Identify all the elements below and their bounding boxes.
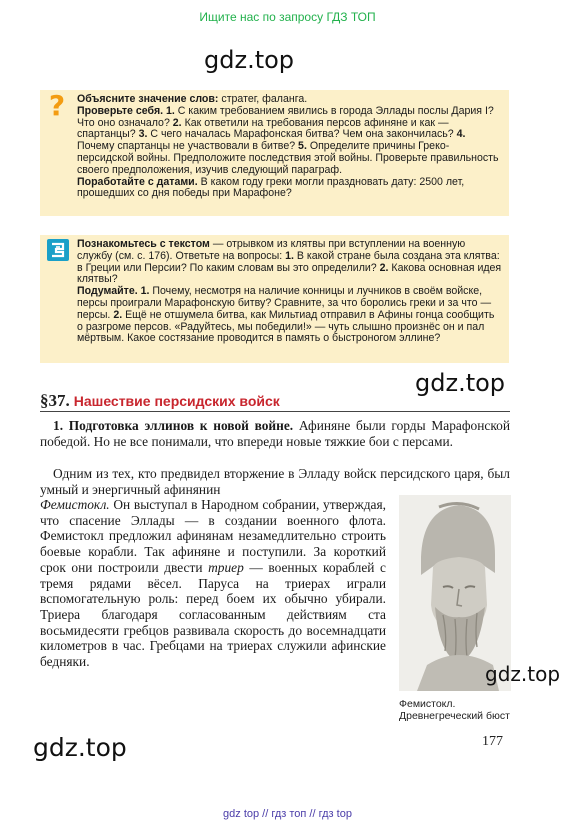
vocab-line: Объясните значение слов: стратег, фаланга. <box>77 93 308 105</box>
watermark-middle: gdz.top <box>415 369 506 397</box>
text-task-box <box>40 235 509 363</box>
section-title <box>40 391 510 411</box>
questions-box <box>40 90 509 216</box>
top-banner: Ищите нас по запросу ГДЗ ТОП <box>199 10 376 24</box>
question-mark-icon: ? <box>48 89 66 122</box>
title-divider <box>40 411 510 412</box>
paragraph-2: Фемистокл. Он выступал в Народном собрании, утверждая, что спасение Эллады — в создании военного флота. Фемистокл предложил афинянам незамедлительно строить боевые корабли. Так афиняне и поступили. За короткий срок они построили двести триер — военных кораблей с тремя рядами вёсел. Паруса на триерах играли вспомогательную роль: перед боем их обычно убирали. Триера благодаря согласованным действиям ста восьмидесяти гребцов развивала скорость до восемнадцати километров в час. Гребцами на триерах служили афинские бедняки. <box>40 497 386 670</box>
paragraph-2-top: Одним из тех, кто предвидел вторжение в Элладу войск персидского царя, был умный и энергичный афинянин <box>40 466 510 497</box>
text-task: Познакомьтесь с текстом — отрывком из клятвы при вступлении на военную службу (см. с. 176). Ответьте на вопросы: 1. В какой стране была создана эта клятва: в Греции или Персии? По каким словам вы это определили? 2. Какова основная идея клятвы? <box>77 238 502 286</box>
section-number: §37. <box>40 391 70 410</box>
watermark-side: gdz.top <box>485 662 561 686</box>
section-heading: Нашествие персидских войск <box>73 393 280 409</box>
document-icon <box>47 239 69 261</box>
paragraph-1: 1. Подготовка эллинов к новой войне. Афиняне были горды Марафонской победой. Но не все понимали, что впереди новые тяжкие бои с персами. <box>40 418 511 449</box>
watermark-top: gdz.top <box>204 46 295 74</box>
dates-task: Поработайте с датами. В каком году греки могли праздновать дату: 2500 лет, прошедших со дня победы при Марафоне? <box>77 175 465 200</box>
footer-links: gdz top // гдз топ // гдз top <box>223 808 352 820</box>
image-caption: Фемистокл. Древнегреческий бюст <box>399 698 510 723</box>
check-yourself: Проверьте себя. 1. С каким требованием явились в города Эллады послы Дария I? Что оно означало? 2. Как ответили на требования персов афиняне и как — спартанцы? 3. С чего началась Марафонская битва? Чем она закончилась? 4. Почему спартанцы не участвовали в битве? 5. Определите причины Греко-персидской войны. Предположите последствия этой войны. Проверьте правильность своего предположения, изучив следующий параграф. <box>77 104 499 176</box>
page-number: 177 <box>482 734 503 749</box>
watermark-bottom: gdz.top <box>33 733 127 762</box>
think-task: Подумайте. 1. Почему, несмотря на наличие конницы и лучников в своём войске, персы проиграли Марафонскую битву? Сравните, за что боролись греки и за что — персы. 2. Ещё не отшумела битва, как Мильтиад отправил в Афины гонца сообщить о разгроме персов. «Радуйтесь, мы победили!» — чуть слышно произнёс он и пал мёртвым. Какое состязание проводится в память о быстроногом эллине? <box>77 285 495 345</box>
